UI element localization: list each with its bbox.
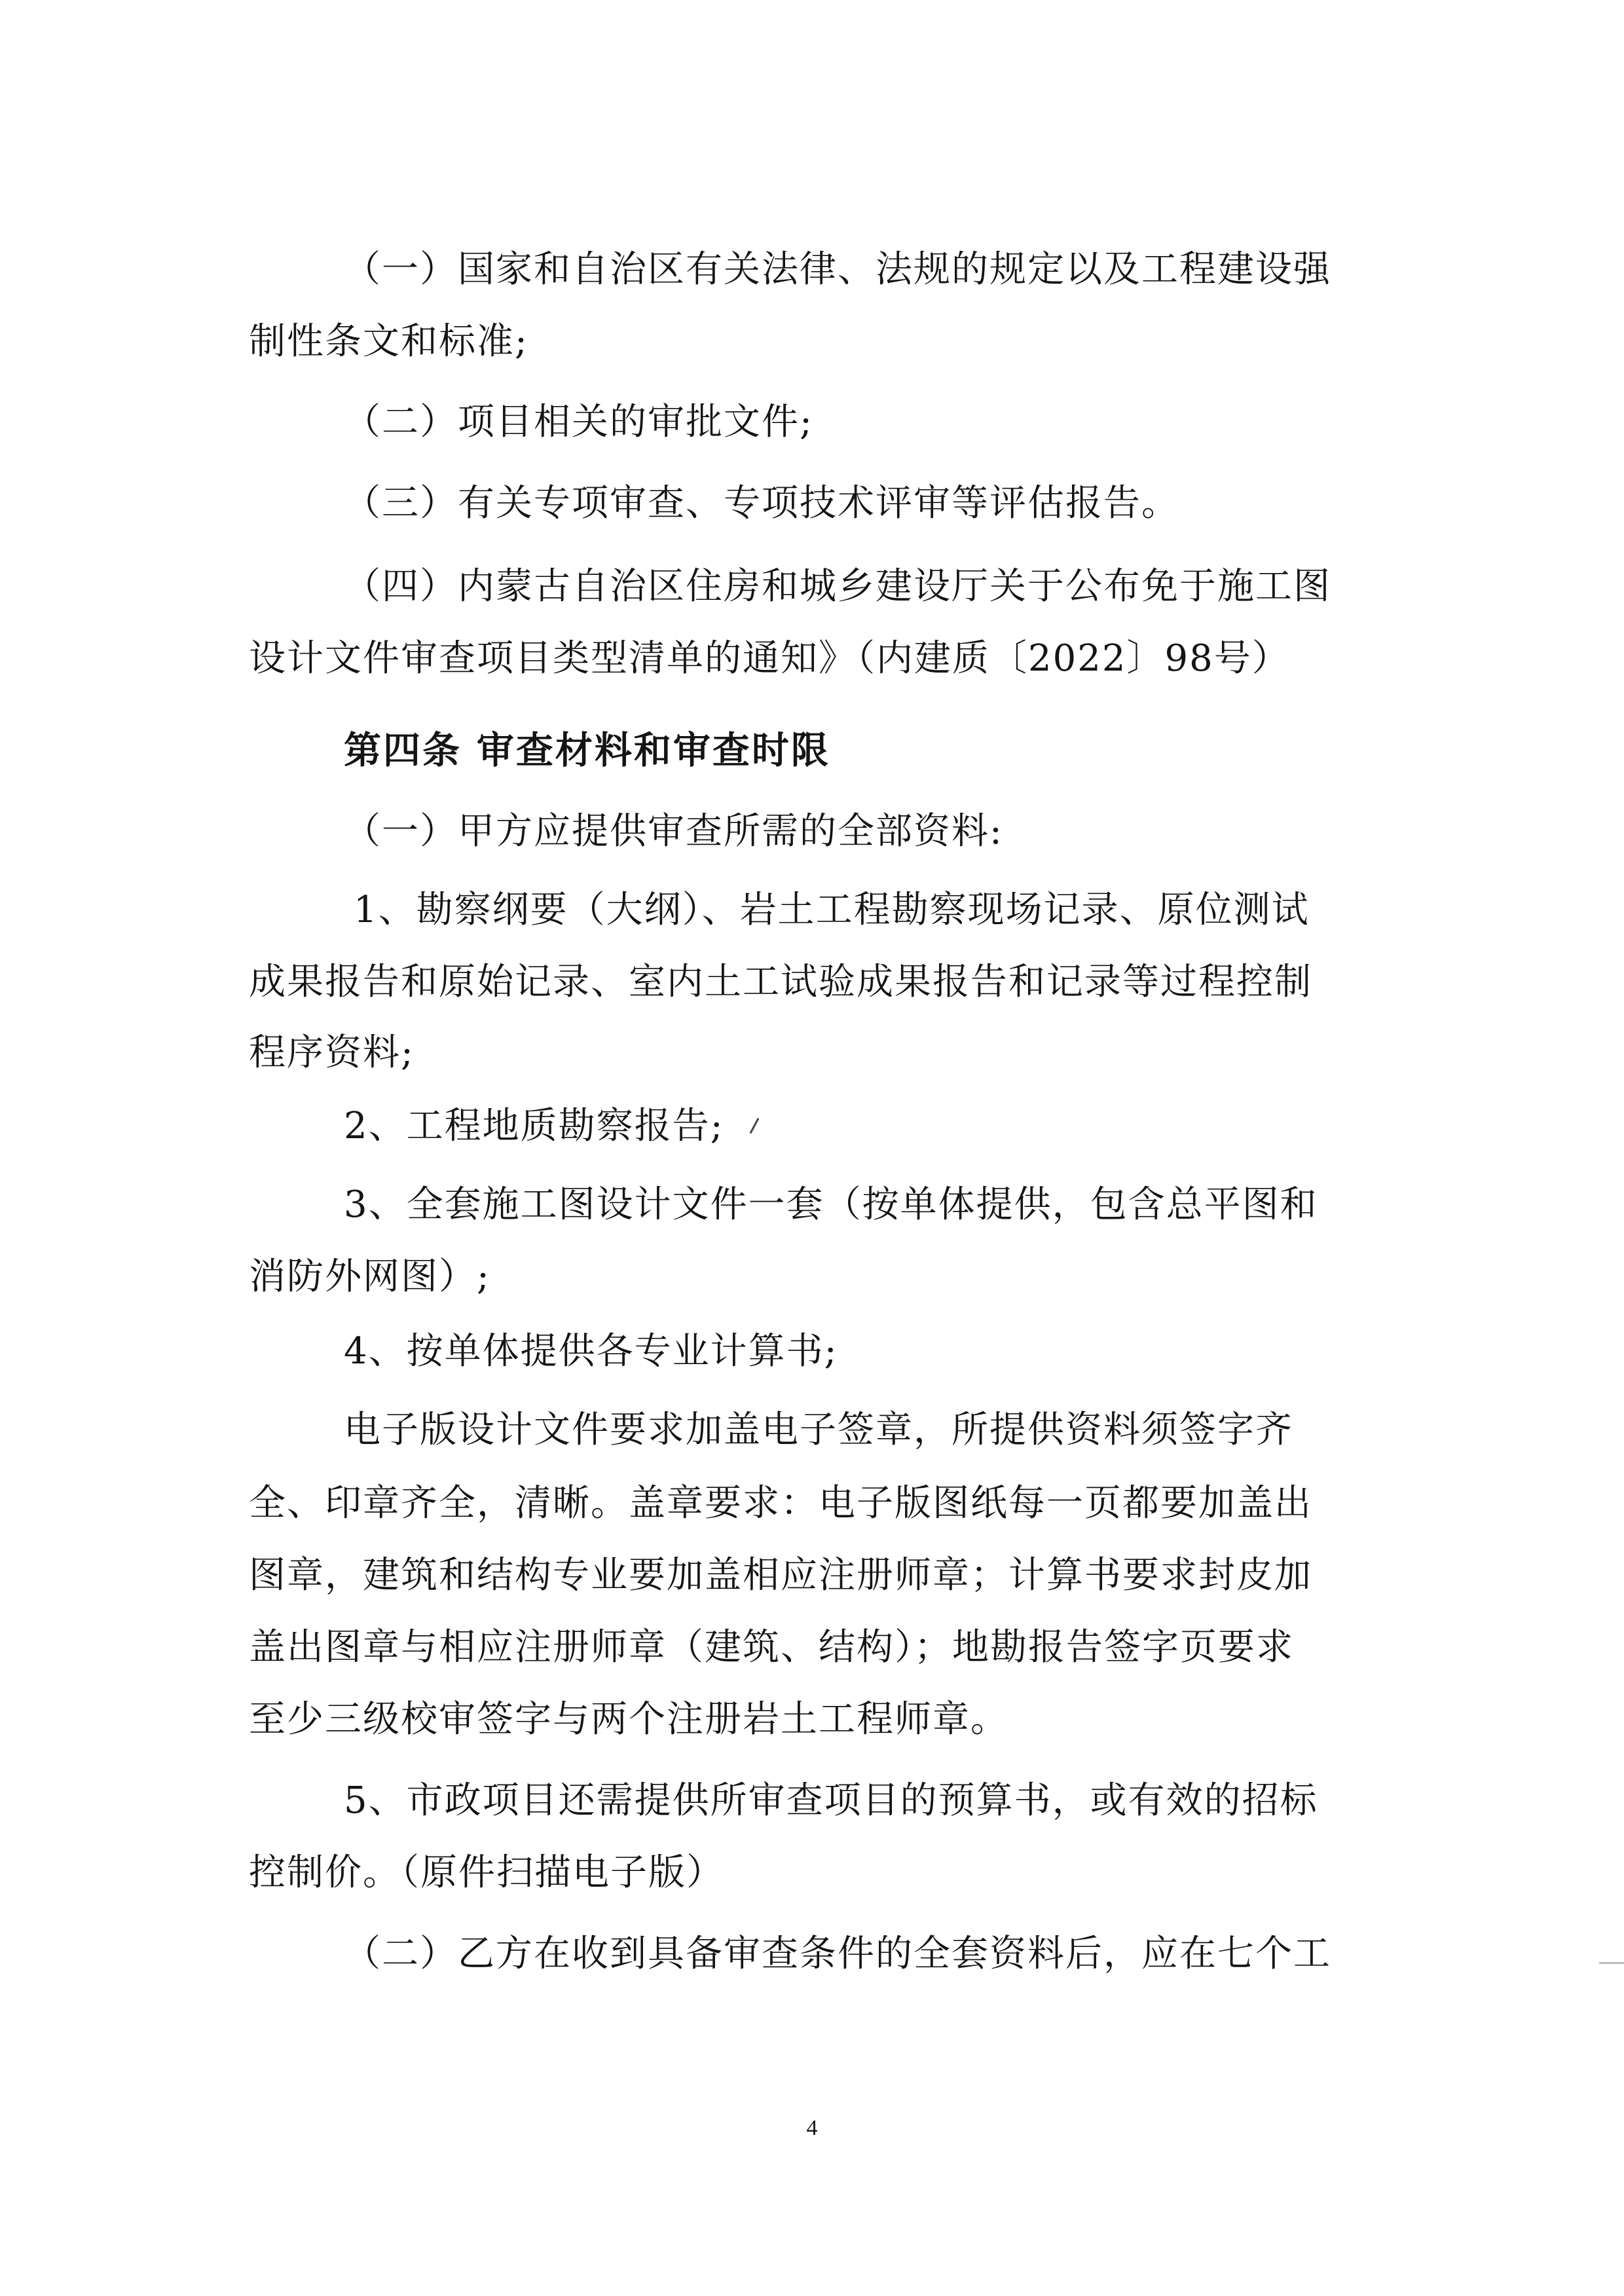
clause-item-3: （三）有关专项审查、专项技术评审等评估报告。 xyxy=(344,482,1179,525)
signature-requirement-cont-d: 至少三级校审签字与两个注册岩土工程师章。 xyxy=(249,1698,1008,1741)
material-item-3: 3、全套施工图设计文件一套（按单体提供，包含总平图和 xyxy=(344,1183,1318,1226)
clause-item-1: （一）国家和自治区有关法律、法规的规定以及工程建设强 xyxy=(344,248,1331,291)
signature-requirement: 电子版设计文件要求加盖电子签章，所提供资料须签字齐 xyxy=(344,1409,1293,1451)
material-item-2: 2、工程地质勘察报告; xyxy=(344,1105,724,1147)
clause-item-2: （二）项目相关的审批文件; xyxy=(344,401,813,443)
clause-item-4-cont: 设计文件审查项目类型清单的通知》（内建质〔2022〕98号） xyxy=(249,637,1290,680)
material-item-1-cont-a: 成果报告和原始记录、室内土工试验成果报告和记录等过程控制 xyxy=(249,961,1312,1003)
signature-requirement-cont-b: 图章，建筑和结构专业要加盖相应注册师章；计算书要求封皮加 xyxy=(249,1554,1312,1597)
signature-requirement-cont-c: 盖出图章与相应注册师章（建筑、结构）；地勘报告签字页要求 xyxy=(249,1626,1294,1669)
article-heading: 第四条 审查材料和审查时限 xyxy=(344,729,830,772)
clause-item-4: （四）内蒙古自治区住房和城乡建设厅关于公布免于施工图 xyxy=(344,565,1331,608)
material-item-3-cont: 消防外网图）; xyxy=(249,1255,490,1298)
scan-edge-mark xyxy=(1599,1962,1624,1964)
clause-item-1-cont: 制性条文和标准; xyxy=(249,320,528,363)
material-item-1-cont-b: 程序资料; xyxy=(249,1031,415,1074)
page-number: 4 xyxy=(806,2116,818,2140)
material-item-5-cont: 控制价。（原件扫描电子版） xyxy=(249,1851,724,1894)
material-item-5: 5、市政项目还需提供所审查项目的预算书，或有效的招标 xyxy=(344,1779,1318,1822)
material-item-1: 1、勘察纲要（大纲）、岩土工程勘察现场记录、原位测试 xyxy=(354,889,1310,931)
material-item-4: 4、按单体提供各专业计算书; xyxy=(344,1330,838,1373)
materials-intro: （一）甲方应提供审查所需的全部资料: xyxy=(344,810,1003,853)
review-deadline: （二）乙方在收到具备审查条件的全套资料后，应在七个工 xyxy=(344,1933,1331,1975)
signature-requirement-cont-a: 全、印章齐全，清晰。盖章要求：电子版图纸每一页都要加盖出 xyxy=(249,1482,1312,1525)
